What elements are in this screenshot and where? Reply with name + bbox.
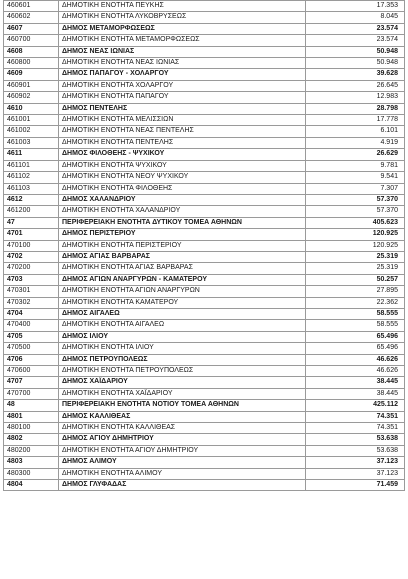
name-cell: ΔΗΜΟΤΙΚΗ ΕΝΟΤΗΤΑ ΠΕΥΚΗΣ: [59, 1, 306, 12]
table-row: [4, 103, 405, 114]
table-row: [4, 400, 405, 411]
code-cell: 470600: [4, 366, 59, 377]
population-cell: 7.307: [306, 183, 405, 194]
code-cell: 470302: [4, 297, 59, 308]
code-cell: 470400: [4, 320, 59, 331]
population-cell: 46.626: [306, 366, 405, 377]
code-cell: 460700: [4, 35, 59, 46]
code-cell: 461003: [4, 137, 59, 148]
population-cell: 25.319: [306, 263, 405, 274]
population-cell: 23.574: [306, 35, 405, 46]
table-row: [4, 411, 405, 422]
name-cell: ΔΗΜΟΤΙΚΗ ΕΝΟΤΗΤΑ ΧΟΛΑΡΓΟΥ: [59, 80, 306, 91]
name-cell: ΔΗΜΟΤΙΚΗ ΕΝΟΤΗΤΑ ΝΕΑΣ ΙΩΝΙΑΣ: [59, 58, 306, 69]
code-cell: 470100: [4, 240, 59, 251]
name-cell: ΔΗΜΟΤΙΚΗ ΕΝΟΤΗΤΑ ΑΓΙΩΝ ΑΝΑΡΓΥΡΩΝ: [59, 286, 306, 297]
code-cell: 461002: [4, 126, 59, 137]
population-cell: 74.351: [306, 423, 405, 434]
table-row: [4, 126, 405, 137]
table-body: [4, 1, 405, 491]
name-cell: ΔΗΜΟΣ ΠΑΠΑΓΟΥ - ΧΟΛΑΡΓΟΥ: [59, 69, 306, 80]
table-row: [4, 308, 405, 319]
population-cell: 50.257: [306, 274, 405, 285]
code-cell: 4706: [4, 354, 59, 365]
code-cell: 4803: [4, 457, 59, 468]
table-row: [4, 240, 405, 251]
name-cell: ΔΗΜΟΣ ΑΓΙΑΣ ΒΑΡΒΑΡΑΣ: [59, 251, 306, 262]
population-cell: 71.459: [306, 480, 405, 491]
table-row: [4, 354, 405, 365]
code-cell: 4702: [4, 251, 59, 262]
name-cell: ΔΗΜΟΣ ΑΙΓΑΛΕΩ: [59, 308, 306, 319]
name-cell: ΔΗΜΟΤΙΚΗ ΕΝΟΤΗΤΑ ΜΕΤΑΜΟΡΦΩΣΕΩΣ: [59, 35, 306, 46]
population-cell: 37.123: [306, 468, 405, 479]
table-row: [4, 229, 405, 240]
population-cell: 58.555: [306, 320, 405, 331]
code-cell: 461102: [4, 172, 59, 183]
population-cell: 9.541: [306, 172, 405, 183]
table-row: [4, 80, 405, 91]
population-cell: 53.638: [306, 445, 405, 456]
population-cell: 405.623: [306, 217, 405, 228]
table-row: [4, 434, 405, 445]
population-cell: 38.445: [306, 377, 405, 388]
population-cell: 12.983: [306, 92, 405, 103]
name-cell: ΔΗΜΟΤΙΚΗ ΕΝΟΤΗΤΑ ΜΕΛΙΣΣΙΩΝ: [59, 115, 306, 126]
table-row: [4, 46, 405, 57]
name-cell: ΔΗΜΟΣ ΠΕΡΙΣΤΕΡΙΟΥ: [59, 229, 306, 240]
population-cell: 17.353: [306, 1, 405, 12]
table-row: [4, 263, 405, 274]
table-row: [4, 1, 405, 12]
name-cell: ΔΗΜΟΤΙΚΗ ΕΝΟΤΗΤΑ ΑΙΓΑΛΕΩ: [59, 320, 306, 331]
name-cell: ΔΗΜΟΤΙΚΗ ΕΝΟΤΗΤΑ ΝΕΟΥ ΨΥΧΙΚΟΥ: [59, 172, 306, 183]
population-cell: 425.112: [306, 400, 405, 411]
name-cell: ΔΗΜΟΣ ΧΑΛΑΝΔΡΙΟΥ: [59, 194, 306, 205]
name-cell: ΔΗΜΟΤΙΚΗ ΕΝΟΤΗΤΑ ΧΑΛΑΝΔΡΙΟΥ: [59, 206, 306, 217]
table-row: [4, 320, 405, 331]
population-cell: 28.798: [306, 103, 405, 114]
table-row: [4, 445, 405, 456]
table-row: [4, 58, 405, 69]
code-cell: 4703: [4, 274, 59, 285]
population-cell: 27.895: [306, 286, 405, 297]
table-row: [4, 366, 405, 377]
name-cell: ΔΗΜΟΤΙΚΗ ΕΝΟΤΗΤΑ ΠΕΝΤΕΛΗΣ: [59, 137, 306, 148]
population-cell: 46.626: [306, 354, 405, 365]
table-row: [4, 69, 405, 80]
population-cell: 65.496: [306, 343, 405, 354]
code-cell: 460902: [4, 92, 59, 103]
name-cell: ΠΕΡΙΦΕΡΕΙΑΚΗ ΕΝΟΤΗΤΑ ΝΟΤΙΟΥ ΤΟΜΕΑ ΑΘΗΝΩΝ: [59, 400, 306, 411]
population-cell: 22.362: [306, 297, 405, 308]
name-cell: ΠΕΡΙΦΕΡΕΙΑΚΗ ΕΝΟΤΗΤΑ ΔΥΤΙΚΟΥ ΤΟΜΕΑ ΑΘΗΝΩΝ: [59, 217, 306, 228]
table-row: [4, 194, 405, 205]
table-row: [4, 423, 405, 434]
name-cell: ΔΗΜΟΤΙΚΗ ΕΝΟΤΗΤΑ ΚΑΜΑΤΕΡΟΥ: [59, 297, 306, 308]
name-cell: ΔΗΜΟΣ ΠΕΤΡΟΥΠΟΛΕΩΣ: [59, 354, 306, 365]
table-row: [4, 172, 405, 183]
population-cell: 53.638: [306, 434, 405, 445]
table-row: [4, 297, 405, 308]
table-row: [4, 251, 405, 262]
population-cell: 39.628: [306, 69, 405, 80]
code-cell: 4607: [4, 23, 59, 34]
code-cell: 47: [4, 217, 59, 228]
population-cell: 65.496: [306, 331, 405, 342]
code-cell: 461001: [4, 115, 59, 126]
population-cell: 4.919: [306, 137, 405, 148]
population-table: [3, 0, 405, 491]
table-row: [4, 457, 405, 468]
table-row: [4, 217, 405, 228]
table-row: [4, 12, 405, 23]
table-row: [4, 160, 405, 171]
population-cell: 26.629: [306, 149, 405, 160]
table-row: [4, 206, 405, 217]
population-cell: 23.574: [306, 23, 405, 34]
name-cell: ΔΗΜΟΤΙΚΗ ΕΝΟΤΗΤΑ ΧΑΪΔΑΡΙΟΥ: [59, 388, 306, 399]
name-cell: ΔΗΜΟΤΙΚΗ ΕΝΟΤΗΤΑ ΑΓΙΑΣ ΒΑΡΒΑΡΑΣ: [59, 263, 306, 274]
population-cell: 9.781: [306, 160, 405, 171]
name-cell: ΔΗΜΟΣ ΠΕΝΤΕΛΗΣ: [59, 103, 306, 114]
name-cell: ΔΗΜΟΣ ΧΑΪΔΑΡΙΟΥ: [59, 377, 306, 388]
table-row: [4, 115, 405, 126]
population-cell: 8.045: [306, 12, 405, 23]
table-row: [4, 377, 405, 388]
code-cell: 460601: [4, 1, 59, 12]
code-cell: 480200: [4, 445, 59, 456]
table-row: [4, 35, 405, 46]
code-cell: 4610: [4, 103, 59, 114]
name-cell: ΔΗΜΟΣ ΑΛΙΜΟΥ: [59, 457, 306, 468]
name-cell: ΔΗΜΟΤΙΚΗ ΕΝΟΤΗΤΑ ΛΥΚΟΒΡΥΣΕΩΣ: [59, 12, 306, 23]
table-row: [4, 388, 405, 399]
population-cell: 74.351: [306, 411, 405, 422]
table-row: [4, 480, 405, 491]
population-cell: 58.555: [306, 308, 405, 319]
name-cell: ΔΗΜΟΣ ΙΛΙΟΥ: [59, 331, 306, 342]
population-cell: 38.445: [306, 388, 405, 399]
table-row: [4, 137, 405, 148]
code-cell: 4611: [4, 149, 59, 160]
population-cell: 50.948: [306, 46, 405, 57]
code-cell: 470700: [4, 388, 59, 399]
name-cell: ΔΗΜΟΤΙΚΗ ΕΝΟΤΗΤΑ ΝΕΑΣ ΠΕΝΤΕΛΗΣ: [59, 126, 306, 137]
code-cell: 460901: [4, 80, 59, 91]
table-row: [4, 331, 405, 342]
table-row: [4, 343, 405, 354]
population-cell: 57.370: [306, 206, 405, 217]
table-row: [4, 23, 405, 34]
population-cell: 120.925: [306, 240, 405, 251]
name-cell: ΔΗΜΟΤΙΚΗ ΕΝΟΤΗΤΑ ΠΕΤΡΟΥΠΟΛΕΩΣ: [59, 366, 306, 377]
code-cell: 4707: [4, 377, 59, 388]
name-cell: ΔΗΜΟΣ ΦΙΛΟΘΕΗΣ - ΨΥΧΙΚΟΥ: [59, 149, 306, 160]
table-row: [4, 274, 405, 285]
code-cell: 4801: [4, 411, 59, 422]
code-cell: 460800: [4, 58, 59, 69]
table-row: [4, 286, 405, 297]
code-cell: 460602: [4, 12, 59, 23]
name-cell: ΔΗΜΟΤΙΚΗ ΕΝΟΤΗΤΑ ΠΑΠΑΓΟΥ: [59, 92, 306, 103]
name-cell: ΔΗΜΟΤΙΚΗ ΕΝΟΤΗΤΑ ΚΑΛΛΙΘΕΑΣ: [59, 423, 306, 434]
table-row: [4, 92, 405, 103]
name-cell: ΔΗΜΟΣ ΑΓΙΟΥ ΔΗΜΗΤΡΙΟΥ: [59, 434, 306, 445]
population-cell: 50.948: [306, 58, 405, 69]
population-cell: 37.123: [306, 457, 405, 468]
name-cell: ΔΗΜΟΤΙΚΗ ΕΝΟΤΗΤΑ ΨΥΧΙΚΟΥ: [59, 160, 306, 171]
population-cell: 17.778: [306, 115, 405, 126]
code-cell: 461103: [4, 183, 59, 194]
code-cell: 4609: [4, 69, 59, 80]
code-cell: 4612: [4, 194, 59, 205]
name-cell: ΔΗΜΟΣ ΜΕΤΑΜΟΡΦΩΣΕΩΣ: [59, 23, 306, 34]
code-cell: 461200: [4, 206, 59, 217]
code-cell: 470500: [4, 343, 59, 354]
name-cell: ΔΗΜΟΤΙΚΗ ΕΝΟΤΗΤΑ ΠΕΡΙΣΤΕΡΙΟΥ: [59, 240, 306, 251]
code-cell: 4701: [4, 229, 59, 240]
name-cell: ΔΗΜΟΤΙΚΗ ΕΝΟΤΗΤΑ ΙΛΙΟΥ: [59, 343, 306, 354]
code-cell: 48: [4, 400, 59, 411]
name-cell: ΔΗΜΟΣ ΑΓΙΩΝ ΑΝΑΡΓΥΡΩΝ - ΚΑΜΑΤΕΡΟΥ: [59, 274, 306, 285]
code-cell: 470200: [4, 263, 59, 274]
code-cell: 480100: [4, 423, 59, 434]
code-cell: 4705: [4, 331, 59, 342]
name-cell: ΔΗΜΟΣ ΚΑΛΛΙΘΕΑΣ: [59, 411, 306, 422]
code-cell: 4804: [4, 480, 59, 491]
name-cell: ΔΗΜΟΣ ΓΛΥΦΑΔΑΣ: [59, 480, 306, 491]
code-cell: 4704: [4, 308, 59, 319]
table-row: [4, 468, 405, 479]
code-cell: 461101: [4, 160, 59, 171]
population-cell: 26.645: [306, 80, 405, 91]
name-cell: ΔΗΜΟΣ ΝΕΑΣ ΙΩΝΙΑΣ: [59, 46, 306, 57]
population-cell: 6.101: [306, 126, 405, 137]
code-cell: 4802: [4, 434, 59, 445]
population-cell: 120.925: [306, 229, 405, 240]
code-cell: 470301: [4, 286, 59, 297]
name-cell: ΔΗΜΟΤΙΚΗ ΕΝΟΤΗΤΑ ΦΙΛΟΘΕΗΣ: [59, 183, 306, 194]
population-cell: 57.370: [306, 194, 405, 205]
name-cell: ΔΗΜΟΤΙΚΗ ΕΝΟΤΗΤΑ ΑΓΙΟΥ ΔΗΜΗΤΡΙΟΥ: [59, 445, 306, 456]
table-row: [4, 149, 405, 160]
name-cell: ΔΗΜΟΤΙΚΗ ΕΝΟΤΗΤΑ ΑΛΙΜΟΥ: [59, 468, 306, 479]
table-row: [4, 183, 405, 194]
code-cell: 4608: [4, 46, 59, 57]
population-cell: 25.319: [306, 251, 405, 262]
code-cell: 480300: [4, 468, 59, 479]
